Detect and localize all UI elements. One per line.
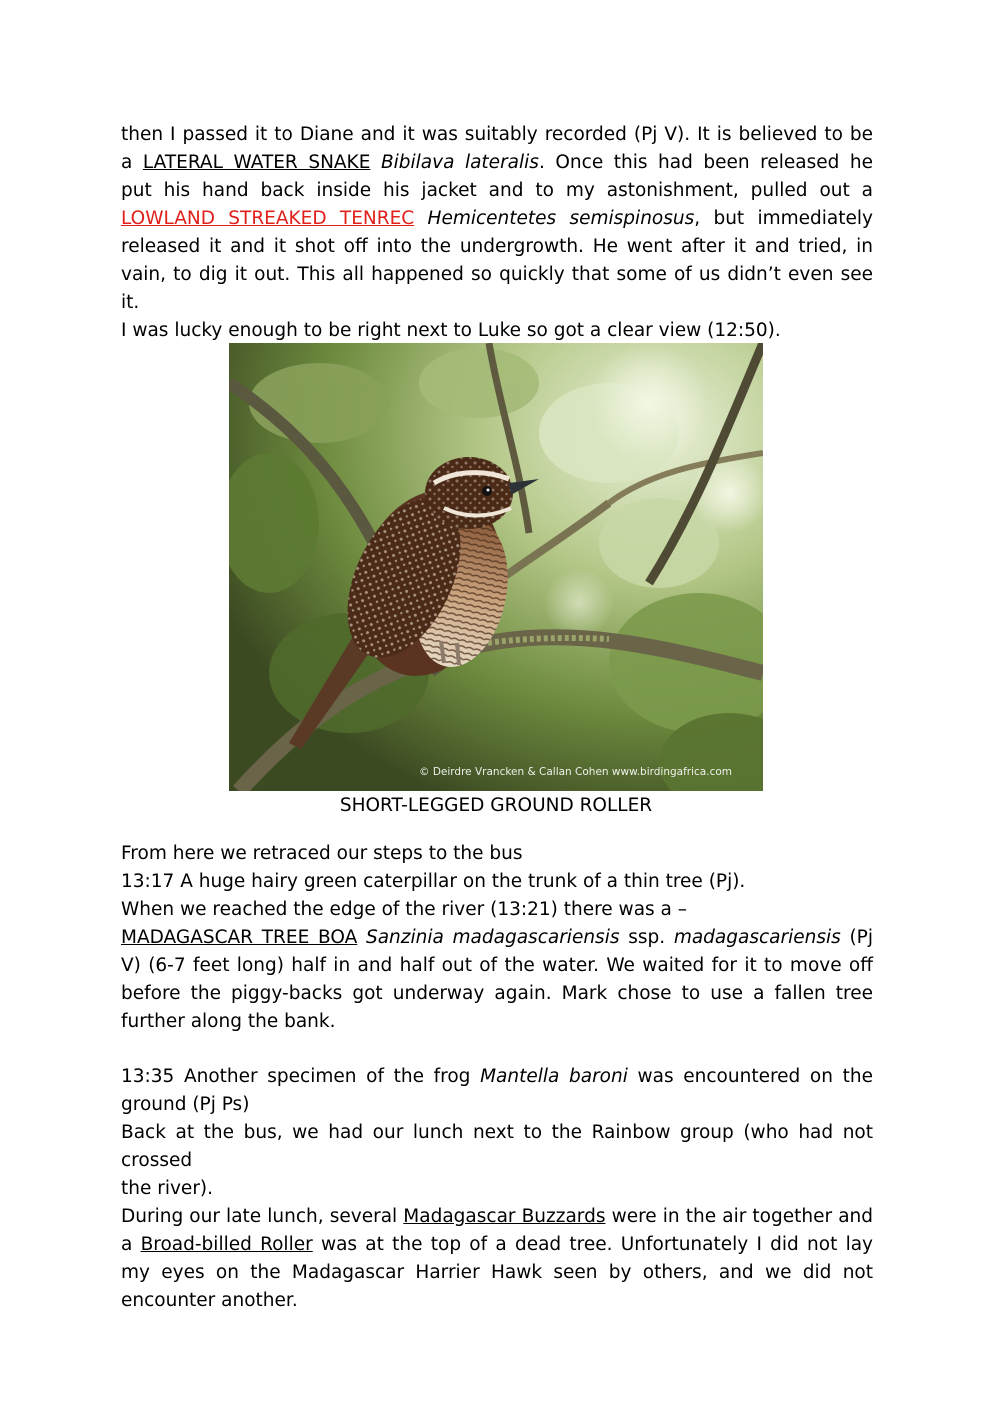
text-line: vain, to dig it out. This all happened so quickly that some of us didn’t even see it. bbox=[121, 264, 873, 313]
species-madagascar-buzzard: Madagascar Buzzards bbox=[403, 1206, 606, 1227]
text-line: further along the bank. bbox=[121, 1011, 336, 1032]
species-broad-billed-roller: Broad-billed Roller bbox=[140, 1234, 313, 1255]
latin-name: Hemicentetes semispinosus bbox=[427, 208, 695, 229]
text-line: 13:35 Another specimen of the frog Mantella baroni was encountered on the bbox=[121, 1066, 873, 1087]
species-madagascar-tree-boa: MADAGASCAR TREE BOA bbox=[121, 927, 358, 948]
bird-photo bbox=[229, 343, 763, 791]
photo-caption: SHORT-LEGGED GROUND ROLLER bbox=[339, 795, 653, 816]
text-line: From here we retraced our steps to the bus bbox=[121, 843, 523, 864]
text-line: Back at the bus, we had our lunch next to the Rainbow group (who had not crossed bbox=[121, 1122, 873, 1171]
text-line: LOWLAND STREAKED TENREC Hemicentetes semispinosus, but immediately bbox=[121, 208, 873, 229]
latin-name: Sanzinia madagascariensis bbox=[365, 927, 620, 948]
text-line: then I passed it to Diane and it was suitably recorded (Pj V). It is believed to be bbox=[121, 124, 873, 145]
text-line: I was lucky enough to be right next to Luke so got a clear view (12:50). bbox=[121, 320, 781, 341]
text-line: MADAGASCAR TREE BOA Sanzinia madagascariensis ssp. madagascariensis (Pj bbox=[121, 927, 873, 948]
text-line: During our late lunch, several Madagascar Buzzards were in the air together and bbox=[121, 1206, 873, 1227]
latin-name: Mantella baroni bbox=[480, 1066, 628, 1087]
text-line: ground (Pj Ps) bbox=[121, 1094, 250, 1115]
latin-name: Bibilava lateralis bbox=[380, 152, 539, 173]
text-line: before the piggy-backs got underway again. Mark chose to use a fallen tree bbox=[121, 983, 873, 1004]
species-lowland-streaked-tenrec: LOWLAND STREAKED TENREC bbox=[121, 208, 415, 229]
text-line: the river). bbox=[121, 1178, 214, 1199]
text-line: released it and it shot off into the undergrowth. He went after it and tried, in bbox=[121, 236, 873, 257]
paragraph-snake-tenrec bbox=[121, 121, 873, 345]
text-line: V) (6-7 feet long) half in and half out of the water. We waited for it to move off bbox=[121, 955, 873, 976]
text-line: 13:17 A huge hairy green caterpillar on the trunk of a thin tree (Pj). bbox=[121, 871, 746, 892]
text-line: a LATERAL WATER SNAKE Bibilava lateralis. Once this had been released he bbox=[121, 152, 874, 173]
text-line: a Broad-billed Roller was at the top of a dead tree. Unfortunately I did not lay bbox=[121, 1234, 874, 1255]
text-line: When we reached the edge of the river (13:21) there was a – bbox=[121, 899, 688, 920]
text-line: put his hand back inside his jacket and to my astonishment, pulled out a bbox=[121, 180, 873, 201]
text-line: my eyes on the Madagascar Harrier Hawk seen by others, and we did not bbox=[121, 1262, 873, 1283]
paragraph-tree-boa bbox=[121, 840, 873, 1036]
paragraph-lunch bbox=[121, 1063, 873, 1315]
latin-name: madagascariensis bbox=[673, 927, 841, 948]
photo-credit: © Deirdre Vrancken & Callan Cohen www.birdingafrica.com bbox=[419, 766, 733, 778]
text-line: encounter another. bbox=[121, 1290, 298, 1311]
species-lateral-water-snake: LATERAL WATER SNAKE bbox=[142, 152, 371, 173]
